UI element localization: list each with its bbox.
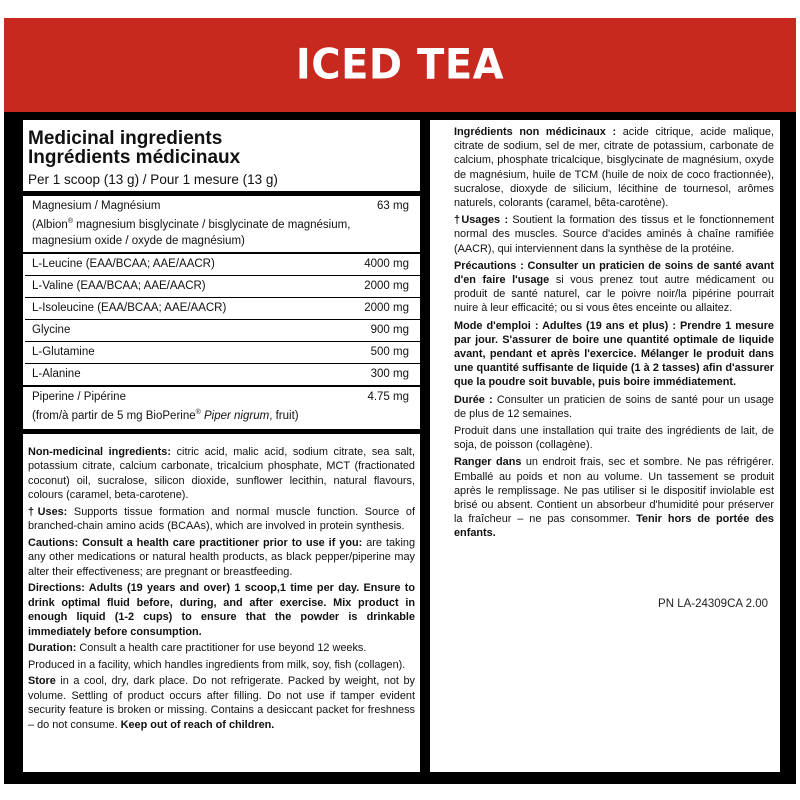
ingredient-amount: 4000 mg: [364, 257, 409, 270]
ingredient-row: [23, 298, 420, 319]
label: †Usages :: [454, 214, 509, 227]
source-text: magnesium oxide / oxyde de magnésium): [32, 234, 245, 247]
ingredient-row-piperine: [23, 387, 420, 427]
ingredient-amount: 300 mg: [370, 367, 409, 380]
storage: [28, 674, 415, 732]
source-latin-name: Piper nigrum: [204, 409, 270, 422]
label: Ingrédients non médicinaux :: [454, 126, 617, 138]
text: are taking any other medications or natural health products, as black pepper/piperine may alter their effectiveness; are pregnant or breastfeeding.: [28, 536, 415, 578]
uses: [28, 505, 415, 534]
magnesium-source: [32, 214, 414, 249]
ingredient-row: [23, 342, 420, 363]
ingredient-amount: 2000 mg: [364, 301, 409, 314]
duration: [28, 641, 415, 656]
text: Consult a health care practitioner for use beyond 12 weeks.: [76, 642, 367, 655]
french-column: [430, 120, 780, 772]
nonmed-ingredients-fr: [454, 125, 774, 210]
thick-rule: [23, 429, 420, 434]
source-text: magnesium bisglycinate / bisglycinate de magnésium,: [72, 218, 351, 231]
ingredient-row: [23, 320, 420, 341]
ingredient-row: [23, 364, 420, 385]
produit-fr: Produit dans une installation qui traite des ingrédients de lait, de soja, de poisson (collagène).: [454, 425, 774, 452]
ingredient-name: Magnesium / Magnésium: [32, 200, 161, 212]
ingredient-amount: 500 mg: [370, 345, 409, 358]
duree-fr: [454, 393, 774, 421]
text: Soutient la formation des tissus et le fonctionnement normal des muscles. Source d'acides aminés à chaîne ramifiée (AACR), qui interviennent dans la synthèse de la protéine.: [454, 214, 774, 255]
ingredient-name: L-Leucine (EAA/BCAA; AAE/AACR): [32, 257, 215, 270]
label: Store: [28, 675, 56, 688]
ranger-fr: [454, 455, 774, 540]
uses-fr: [454, 213, 774, 256]
label: †Uses:: [28, 505, 68, 518]
ingredient-amount: 4.75 mg: [367, 390, 409, 403]
english-column: [23, 120, 420, 772]
label: Tenir hors de portée des enfants.: [454, 513, 774, 540]
ingredient-name: L-Valine (EAA/BCAA; AAE/AACR): [32, 279, 206, 292]
piperine-source: [32, 405, 414, 424]
label: Durée :: [454, 393, 493, 406]
label: Non-medicinal ingredients:: [28, 445, 171, 458]
title-banner: [4, 18, 796, 112]
source-text: , fruit): [269, 409, 299, 422]
ingredient-name: L-Alanine: [32, 367, 81, 380]
ingredient-amount: 900 mg: [370, 323, 409, 336]
ingredient-name: Piperine / Pipérine: [32, 390, 126, 403]
text: citric acid, malic acid, sodium citrate, sea salt, potassium citrate, calcium carbonate, tricalcium phosphate, MCT (fractionated coconut) oil, sucralose, silicon dioxide, sunflower lecithin, natural flavours, colours (caramel, beta-carotene).: [28, 445, 415, 502]
source-text: (from/à partir de 5 mg BioPerine: [32, 409, 196, 422]
registered-mark: ®: [195, 408, 201, 416]
english-info: [23, 445, 420, 733]
serving-size: Per 1 scoop (13 g) / Pour 1 mesure (13 g): [28, 172, 278, 187]
text: in a cool, dry, dark place. Do not refrigerate. Packed by weight, not by volume. Settling of product occurs after filling. Do not use if tamper evident security feature is broken or missing. Contains a desiccant packet for freshness – do not consume.: [28, 675, 415, 731]
ingredient-row: [23, 254, 420, 275]
nonmed-ingredients: [28, 445, 415, 503]
text: si vous prenez tout autre médicament ou produit de santé naturel, car le poivre noir/la pipérine pourrait nuire à leur efficacité; ou si vous êtes enceinte ou allaitez.: [454, 274, 774, 315]
medicinal-heading-fr: Ingrédients médicinaux: [28, 147, 241, 168]
text: acide citrique, acide malique, citrate de sodium, sel de mer, citrate de potassium, carbonate de calcium, phosphate tricalcique, bisglycinate de magnésium, oxyde de magnésium, huile de TCM (huile de noix de coco fractionnée), sucralose, dioxyde de silicium, lécithine de tournesol, arômes naturels, colorants (caramel, bêta-carotène).: [454, 126, 774, 210]
label: Ranger dans: [454, 456, 522, 469]
label: Keep out of reach of children.: [117, 718, 275, 731]
text: Supports tissue formation and normal muscle function. Source of branched-chain amino acids (BCAAs), which are involved in protein synthesis.: [28, 505, 415, 533]
registered-mark: ®: [67, 218, 73, 225]
part-number: PN LA-24309CA 2.00: [658, 598, 768, 610]
ingredient-amount: 63 mg: [377, 200, 409, 212]
source-text: (Albion: [32, 218, 68, 231]
cautions: [28, 536, 415, 580]
precautions-fr: [454, 259, 774, 316]
produced: Produced in a facility, which handles ingredients from milk, soy, fish (collagen).: [28, 658, 406, 671]
ingredient-name: Glycine: [32, 323, 71, 336]
product-title: ICED TEA: [295, 40, 505, 90]
ingredient-row: [23, 276, 420, 297]
french-info: [430, 120, 780, 541]
label: Duration:: [28, 642, 77, 655]
label: Précautions : Consulter un praticien de soins de santé avant d'en faire l'usage: [454, 259, 774, 287]
text: Consulter un praticien de soins de santé pour un usage de plus de 12 semaines.: [454, 393, 774, 420]
mode-emploi-fr: Mode d'emploi : Adultes (19 ans et plus) : Prendre 1 mesure par jour. S'assurer de boire une quantité optimale de liquide avant, pendant et après l'exercice. Mélanger le produit dans une quantité suffisante de liquide (1 à 2 tasses) afin d'assurer que la poudre soit buvable, puis boire immédiatement.: [454, 319, 774, 389]
ingredient-name: L-Glutamine: [32, 345, 95, 358]
ingredient-row-magnesium: [23, 196, 420, 252]
label: Cautions: Consult a health care practitioner prior to use if you:: [28, 536, 363, 549]
medicinal-heading-en: Medicinal ingredients: [28, 128, 223, 149]
text: un endroit frais, sec et sombre. Ne pas réfrigérer. Emballé au poids et non au volume. Un tassement se produit après le remplissage. Ne pas utiliser si le dispositif inviolable est brisé ou absent. Contient un absorbeur d'humidité pour préserver la fraîcheur – ne pas consommer.: [454, 456, 775, 526]
ingredient-name: L-Isoleucine (EAA/BCAA; AAE/AACR): [32, 301, 227, 314]
directions: Directions: Adults (19 years and over) 1 scoop,1 time per day. Ensure to drink optimal fluid before, during, and after exercise. Mix product in enough liquid (1-2 cups) to ensure that the powder is drinkable immediately before consumption.: [28, 582, 415, 638]
ingredient-amount: 2000 mg: [364, 279, 409, 292]
